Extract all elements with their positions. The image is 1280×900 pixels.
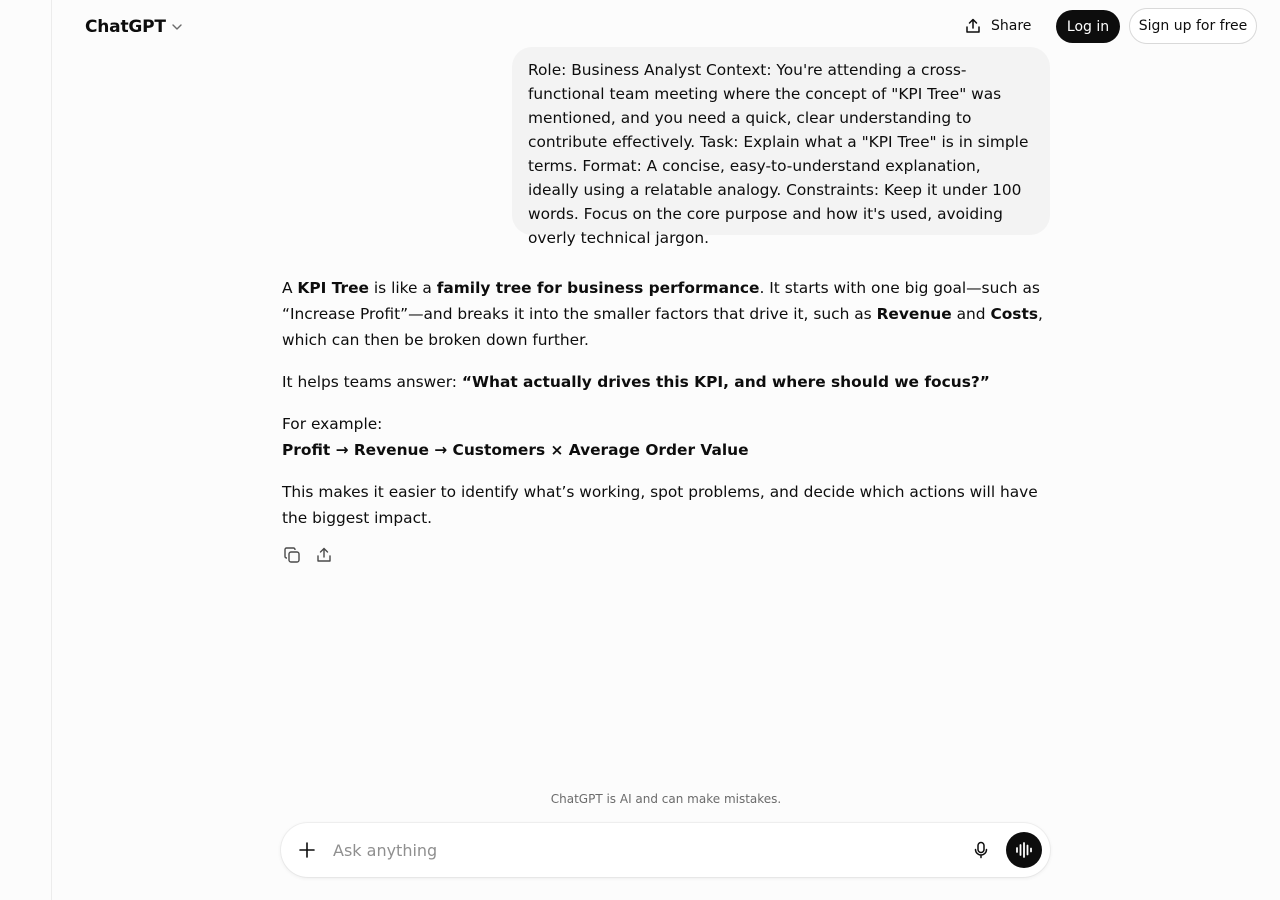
microphone-icon[interactable]	[969, 838, 993, 862]
bold-run: KPI Tree	[297, 279, 369, 297]
prompt-input[interactable]	[333, 837, 953, 863]
model-switcher[interactable]	[85, 16, 183, 38]
bold-run: Revenue	[876, 305, 952, 323]
sidebar-rail	[0, 0, 52, 900]
assistant-paragraph-1	[282, 275, 1052, 353]
assistant-message	[282, 275, 1052, 547]
share-icon	[964, 17, 982, 35]
model-name: ChatGPT	[85, 17, 166, 37]
assistant-paragraph-3	[282, 411, 1052, 463]
text-run: , which can then be broken down further.	[282, 305, 1043, 349]
text-run: and	[951, 305, 991, 323]
copy-icon[interactable]	[282, 545, 302, 565]
header	[52, 0, 1280, 52]
user-message-text: Role: Business Analyst Context: You're attending a cross-functional team meeting where the concept of "KPI Tree" was mentioned, and you need a quick, clear understanding to contribute effectively. Task: Explain what a "KPI Tree" is in simple terms. Format: A concise, easy-to-understand explanation, ideally using a relatable analogy. Constraints: Keep it under 100 words. Focus on the core purpose and how it's used, avoiding overly technical jargon.	[528, 61, 1029, 247]
bold-run: family tree for business performance	[436, 279, 760, 297]
assistant-paragraph-2	[282, 369, 1052, 395]
share-button[interactable]	[964, 13, 1031, 39]
example-intro: For example:	[282, 415, 383, 433]
message-actions	[282, 545, 334, 565]
example-formula: Profit → Revenue → Customers × Average Order Value	[282, 441, 749, 459]
signup-button[interactable]: Sign up for free	[1129, 8, 1257, 44]
login-button[interactable]: Log in	[1056, 10, 1120, 43]
text-run: A	[282, 279, 298, 297]
user-message-bubble	[512, 47, 1050, 247]
share-label: Share	[991, 18, 1032, 34]
text-run: . It starts with one big goal—such as “Increase Profit”—and breaks it into the smaller factors that drive it, such as	[282, 279, 1040, 323]
bold-run: Costs	[990, 305, 1038, 323]
bold-run: “What actually drives this KPI, and where should we focus?”	[461, 373, 990, 391]
disclaimer: ChatGPT is AI and can make mistakes.	[550, 792, 782, 806]
share-icon[interactable]	[314, 545, 334, 565]
assistant-paragraph-4: This makes it easier to identify what’s working, spot problems, and decide which actions will have the biggest impact.	[282, 483, 1038, 527]
text-run: It helps teams answer:	[282, 373, 462, 391]
voice-mode-icon[interactable]	[1006, 832, 1042, 868]
composer	[281, 823, 1050, 877]
text-run: is like a	[369, 279, 437, 297]
plus-icon[interactable]	[295, 838, 319, 862]
chevron-down-icon	[171, 21, 183, 33]
